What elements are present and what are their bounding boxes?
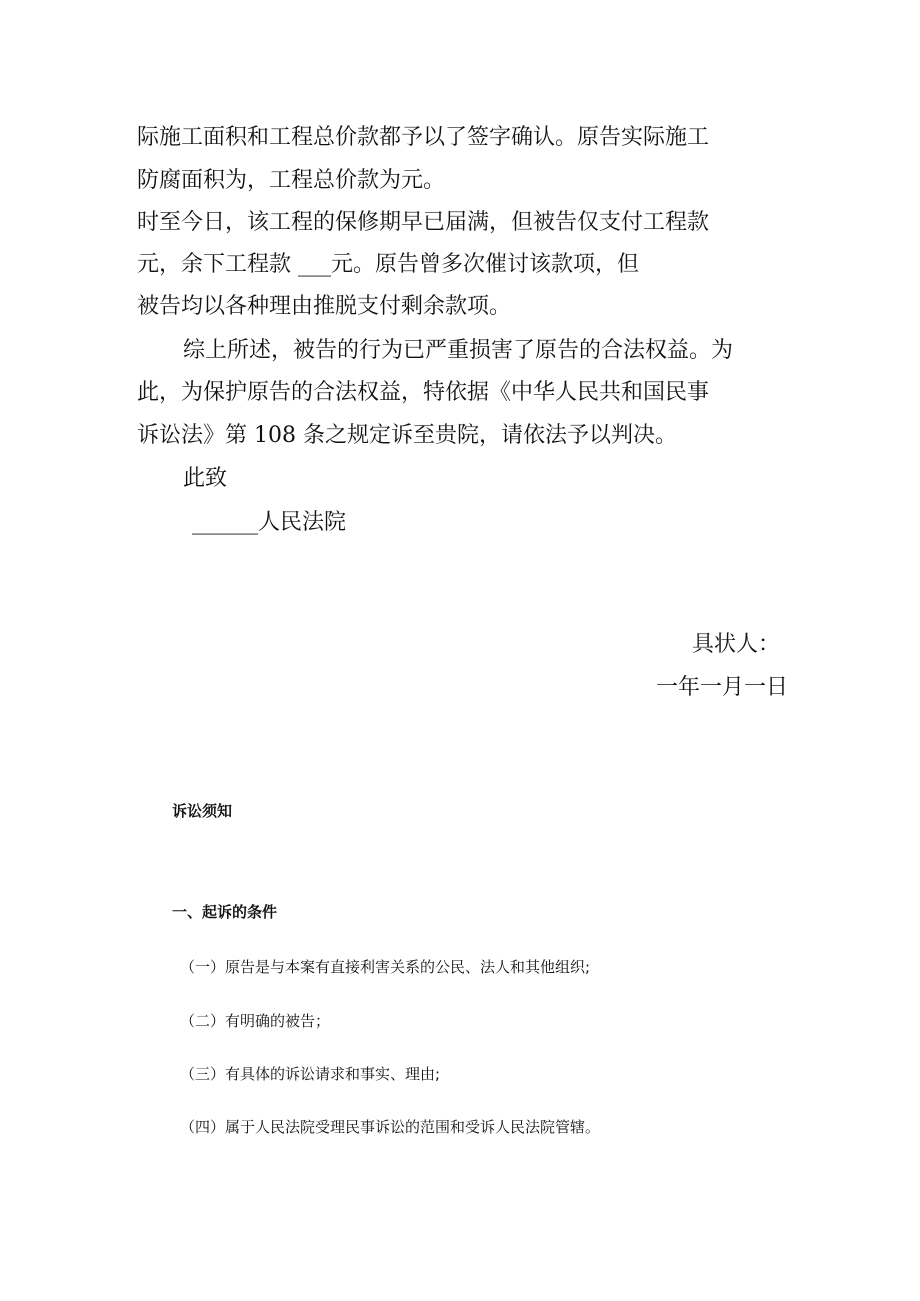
body-line: 此，为保护原告的合法权益，特依据《中华人民共和国民事 <box>137 380 710 405</box>
body-line: 际施工面积和工程总价款都予以了签字确认。原告实际施工 <box>137 125 710 150</box>
court-name: ______人民法院 <box>192 510 347 535</box>
body-line: 时至今日，该工程的保修期早已届满，但被告仅支付工程款 <box>137 210 710 235</box>
condition-item: （二）有明确的被告； <box>180 1012 331 1030</box>
body-line: 被告均以各种理由推脱支付剩余款项。 <box>137 294 512 319</box>
condition-item: （一）原告是与本案有直接利害关系的公民、法人和其他组织; <box>180 958 591 976</box>
signature-date: 一年一月一日 <box>655 675 788 700</box>
body-line: 元，余下工程款 ___元。原告曾多次催讨该款项，但 <box>137 252 639 277</box>
condition-item: （四）属于人民法院受理民事诉讼的范围和受诉人民法院管辖。 <box>180 1118 601 1136</box>
notice-title: 诉讼须知 <box>172 802 233 820</box>
salutation: 此致 <box>183 466 228 491</box>
body-line: 防腐面积为，工程总价款为元。 <box>137 168 446 193</box>
body-line: 诉讼法》第 108 条之规定诉至贵院，请依法予以判决。 <box>137 423 677 448</box>
signer-label: 具状人： <box>691 632 780 657</box>
condition-item: （三）有具体的诉讼请求和事实、理由; <box>180 1065 441 1083</box>
body-line: 综上所述，被告的行为已严重损害了原告的合法权益。为 <box>183 338 734 363</box>
section-heading: 一、起诉的条件 <box>172 903 278 921</box>
